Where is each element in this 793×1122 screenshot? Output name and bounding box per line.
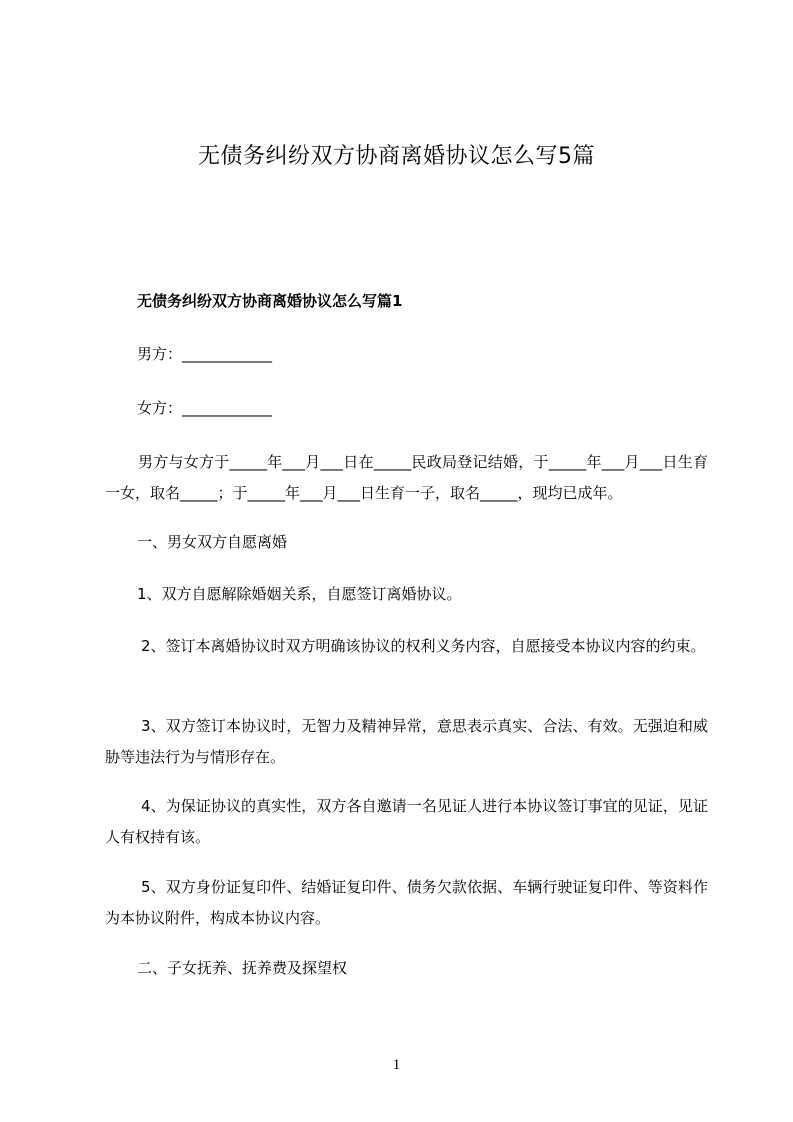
- intro-paragraph: 男方与女方于_____年___月___日在_____民政局登记结婚，于_____年___月___日生育一女，取名_____；于_____年___月___日生育一子，取名_____，现均已成年。: [105, 453, 708, 502]
- husband-line: 男方：____________: [137, 345, 273, 363]
- wife-line: 女方：____________: [137, 399, 273, 417]
- clause-1: 1、双方自愿解除婚姻关系，自愿签订离婚协议。: [137, 585, 462, 603]
- document-title: 无债务纠纷双方协商离婚协议怎么写5篇: [198, 144, 595, 169]
- clause-3: 3、双方签订本协议时，无智力及精神异常，意思表示真实、合法、有效。无强迫和威胁等违法行为与情形存在。: [105, 717, 708, 766]
- clause-2: 2、签订本离婚协议时双方明确该协议的权利义务内容，自愿接受本协议内容的约束。: [141, 637, 706, 655]
- page-number: 1: [392, 1057, 401, 1073]
- part-one-heading: 一、男女双方自愿离婚: [137, 533, 288, 551]
- clause-5: 5、双方身份证复印件、结婚证复印件、债务欠款依据、车辆行驶证复印件、等资料作为本协议附件，构成本协议内容。: [105, 878, 708, 927]
- part-two-heading: 二、子女抚养、抚养费及探望权: [137, 959, 348, 977]
- clause-4: 4、为保证协议的真实性，双方各自邀请一名见证人进行本协议签订事宜的见证，见证人有权持有该。: [105, 797, 708, 846]
- section-heading: 无债务纠纷双方协商离婚协议怎么写篇1: [137, 292, 403, 310]
